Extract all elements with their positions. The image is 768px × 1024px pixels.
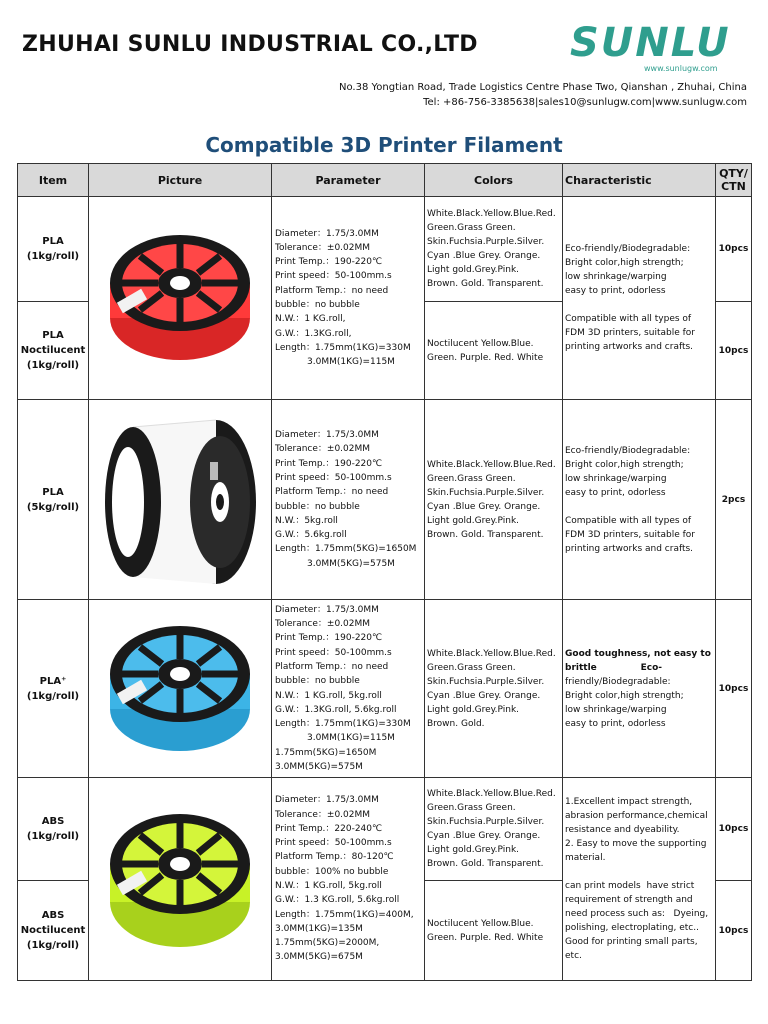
table-header-row	[18, 164, 752, 197]
param-line: Diameter：1.75/3.0MM	[275, 795, 379, 806]
param-line: G.W.：1.3KG.roll, 5.6kg.roll	[275, 704, 397, 715]
col-header-picture: Picture	[89, 164, 272, 197]
item-weight: (1kg/roll)	[26, 251, 80, 262]
table-row	[18, 197, 752, 302]
parameter-cell	[272, 400, 425, 600]
color-line: Cyan .Blue Grey. Orange.	[427, 831, 541, 841]
param-line: Print speed：50-100mm.s	[275, 271, 392, 282]
item-variant: Noctilucent	[20, 345, 86, 356]
table-row	[18, 600, 752, 778]
char-line: Eco-friendly/Biodegradable:	[565, 445, 691, 456]
color-line: Skin.Fuchsia.Purple.Silver.	[427, 676, 545, 687]
col-header-parameter: Parameter	[272, 164, 425, 197]
qty-cell: 10pcs	[716, 881, 752, 981]
spacer	[565, 500, 715, 514]
characteristic-cell	[563, 400, 716, 600]
param-line: Length：1.75mm(1KG)=330M	[275, 719, 411, 730]
char-line: requirement of strength and	[565, 895, 693, 905]
char-line: 1.Excellent impact strength,	[565, 797, 693, 807]
param-line: Print Temp.：220-240℃	[275, 823, 383, 834]
color-line: Skin.Fuchsia.Purple.Silver.	[427, 487, 545, 498]
red-pla-spool-image	[100, 223, 260, 373]
param-line: Print speed：50-100mm.s	[275, 838, 392, 849]
char-line: friendly/Biodegradable:	[565, 676, 671, 687]
color-line: Cyan .Blue Grey. Orange.	[427, 690, 541, 701]
param-line: bubble：no bubble	[275, 676, 360, 687]
item-name: PLA	[42, 486, 64, 498]
colors-cell	[425, 600, 563, 778]
char-line: material.	[565, 853, 606, 863]
param-line: 1.75mm(5KG)=1650M	[275, 747, 377, 758]
char-line: Bright color,high strength;	[565, 690, 684, 701]
param-line: Platform Temp.：no need	[275, 285, 389, 296]
characteristic-cell	[563, 197, 716, 400]
spacer	[565, 865, 715, 879]
picture-cell	[89, 778, 272, 981]
color-line: Cyan .Blue Grey. Orange.	[427, 251, 541, 261]
char-line: low shrinkage/warping	[565, 272, 667, 282]
qty-cell: 10pcs	[716, 600, 752, 778]
param-line: G.W.：1.3KG.roll,	[275, 328, 352, 339]
picture-cell	[89, 197, 272, 400]
param-line: N.W.：1 KG.roll, 5kg.roll	[275, 690, 382, 701]
color-line: Noctilucent Yellow.Blue.	[427, 918, 534, 929]
color-line: Brown. Gold. Transparent.	[427, 859, 544, 869]
item-weight: (1kg/roll)	[26, 690, 80, 702]
param-line: Platform Temp.：80-120℃	[275, 852, 394, 863]
parameter-cell	[272, 197, 425, 400]
page-title: Compatible 3D Printer Filament	[205, 133, 563, 157]
param-line: Diameter：1.75/3.0MM	[275, 430, 379, 441]
param-line: 3.0MM(5KG)=575M	[307, 558, 395, 569]
param-line: G.W.：1.3 KG.roll, 5.6kg.roll	[275, 895, 400, 906]
param-line: bubble：no bubble	[275, 501, 360, 512]
item-cell	[18, 600, 89, 778]
color-line: Light gold.Grey.Pink.	[427, 265, 520, 275]
char-line: Good for printing small parts,	[565, 937, 698, 947]
color-line: White.Black.Yellow.Blue.Red.	[427, 789, 556, 799]
param-line: Diameter：1.75/3.0MM	[275, 604, 379, 615]
char-line: etc.	[565, 951, 582, 961]
yellow-abs-spool-image	[100, 799, 260, 959]
param-line: Print speed：50-100mm.s	[275, 647, 392, 658]
color-line: White.Black.Yellow.Blue.Red.	[427, 209, 556, 219]
char-line: abrasion performance,chemical	[565, 811, 708, 821]
color-line: Brown. Gold. Transparent.	[427, 279, 544, 289]
param-line: 3.0MM(1KG)=115M	[307, 357, 395, 368]
col-header-characteristic: Characteristic	[563, 164, 716, 197]
item-weight: (1kg/roll)	[26, 360, 80, 371]
table-row	[18, 778, 752, 881]
col-header-qty: QTY/ CTN	[716, 164, 752, 197]
param-line: G.W.：5.6kg.roll	[275, 530, 347, 541]
color-line: Green.Grass Green.	[427, 662, 516, 673]
param-line: N.W.：1 KG.roll,	[275, 314, 346, 325]
logo-url: www.sunlugw.com	[644, 64, 718, 73]
spacer	[565, 298, 715, 312]
char-line: easy to print, odorless	[565, 286, 666, 296]
param-line: 3.0MM(1KG)=135M	[275, 923, 363, 934]
char-line: 2. Easy to move the supporting	[565, 839, 707, 849]
color-line: White.Black.Yellow.Blue.Red.	[427, 459, 556, 470]
colors-cell	[425, 302, 563, 400]
param-line: Print speed：50-100mm.s	[275, 472, 392, 483]
table-row	[18, 400, 752, 600]
qty-cell: 2pcs	[716, 400, 752, 600]
char-line: printing artworks and crafts.	[565, 342, 694, 352]
colors-cell	[425, 881, 563, 981]
char-line: easy to print, odorless	[565, 718, 666, 729]
parameter-cell	[272, 778, 425, 981]
company-contact: Tel: +86-756-3385638|sales10@sunlugw.com|www.sunlugw.com	[423, 97, 747, 108]
param-line: bubble：no bubble	[275, 300, 360, 310]
color-line: Brown. Gold. Transparent.	[427, 529, 544, 540]
item-cell	[18, 778, 89, 881]
item-cell	[18, 197, 89, 302]
param-line: Length：1.75mm(1KG)=330M	[275, 342, 411, 353]
item-name: PLA	[42, 330, 64, 341]
picture-cell	[89, 600, 272, 778]
characteristic-cell	[563, 778, 716, 981]
param-line: Length：1.75mm(1KG)=400M,	[275, 909, 414, 920]
color-line: Skin.Fuchsia.Purple.Silver.	[427, 237, 545, 247]
item-cell	[18, 302, 89, 400]
item-cell	[18, 881, 89, 981]
param-line: Print Temp.：190-220℃	[275, 633, 383, 644]
param-line: Print Temp.：190-220℃	[275, 257, 383, 268]
logo-text: SUNLU	[570, 20, 731, 66]
char-line: Bright color,high strength;	[565, 459, 684, 470]
char-line: Good toughness, not easy to	[565, 648, 711, 659]
company-name: ZHUHAI SUNLU INDUSTRIAL CO.,LTD	[22, 32, 478, 57]
colors-cell	[425, 197, 563, 302]
param-line: 1.75mm(5KG)=2000M,	[275, 938, 380, 949]
param-line: Platform Temp.：no need	[275, 487, 389, 498]
color-line: Green.Grass Green.	[427, 473, 516, 484]
parameter-cell	[272, 600, 425, 778]
characteristic-cell	[563, 600, 716, 778]
char-line: Bright color,high strength;	[565, 258, 684, 268]
item-weight: (1kg/roll)	[26, 831, 80, 842]
param-line: Print Temp.：190-220℃	[275, 458, 383, 469]
color-line: Light gold.Grey.Pink.	[427, 704, 520, 715]
char-line: printing artworks and crafts.	[565, 543, 694, 554]
color-line: Green.Grass Green.	[427, 803, 516, 813]
item-variant: Noctilucent	[20, 925, 86, 936]
picture-cell	[89, 400, 272, 600]
color-line: Green. Purple. Red. White	[427, 352, 544, 363]
char-line: easy to print, odorless	[565, 487, 666, 498]
char-line: FDM 3D printers, suitable for	[565, 529, 695, 540]
colors-cell	[425, 400, 563, 600]
item-name: PLA⁺	[39, 675, 67, 687]
param-line: 3.0MM(1KG)=115M	[307, 733, 395, 744]
color-line: Cyan .Blue Grey. Orange.	[427, 501, 541, 512]
item-weight: (1kg/roll)	[26, 940, 80, 951]
blue-pla-plus-spool-image	[100, 614, 260, 764]
color-line: Brown. Gold.	[427, 718, 485, 729]
item-weight: (5kg/roll)	[26, 501, 80, 513]
col-header-item: Item	[18, 164, 89, 197]
char-line: Eco-friendly/Biodegradable:	[565, 244, 691, 254]
param-line: 3.0MM(5KG)=675M	[275, 952, 363, 963]
char-line: FDM 3D printers, suitable for	[565, 328, 695, 338]
param-line: N.W.：1 KG.roll, 5kg.roll	[275, 881, 382, 891]
item-name: PLA	[42, 236, 64, 247]
company-address: No.38 Yongtian Road, Trade Logistics Centre Phase Two, Qianshan , Zhuhai, China	[339, 82, 747, 93]
char-line: can print models have strict	[565, 881, 695, 891]
param-line: N.W.：5kg.roll	[275, 515, 338, 526]
color-line: Light gold.Grey.Pink.	[427, 845, 520, 855]
col-header-colors: Colors	[425, 164, 563, 197]
char-line: brittle Eco-	[565, 662, 663, 673]
color-line: Light gold.Grey.Pink.	[427, 515, 520, 526]
char-line: polishing, electroplating, etc..	[565, 923, 699, 933]
char-line: Compatible with all types of	[565, 314, 692, 324]
param-line: Tolerance：±0.02MM	[275, 809, 371, 820]
color-line: White.Black.Yellow.Blue.Red.	[427, 648, 556, 659]
char-line: resistance and dyeability.	[565, 825, 680, 835]
param-line: Tolerance：±0.02MM	[275, 619, 371, 630]
color-line: Skin.Fuchsia.Purple.Silver.	[427, 817, 545, 827]
colors-cell	[425, 778, 563, 881]
char-line: Compatible with all types of	[565, 515, 692, 526]
color-line: Green. Purple. Red. White	[427, 932, 544, 943]
qty-cell: 10pcs	[716, 302, 752, 400]
param-line: Length：1.75mm(5KG)=1650M	[275, 544, 417, 555]
color-line: Green.Grass Green.	[427, 223, 516, 233]
char-line: need process such as: Dyeing,	[565, 909, 709, 919]
param-line: bubble：100% no bubble	[275, 866, 389, 877]
qty-cell: 10pcs	[716, 197, 752, 302]
white-pla-spool-image	[98, 407, 263, 592]
item-cell	[18, 400, 89, 600]
item-name: ABS	[41, 910, 65, 921]
filament-table	[17, 163, 752, 981]
char-line: low shrinkage/warping	[565, 473, 667, 484]
param-line: Tolerance：±0.02MM	[275, 444, 371, 455]
param-line: Tolerance：±0.02MM	[275, 242, 371, 253]
item-name: ABS	[41, 816, 65, 827]
param-line: 3.0MM(5KG)=575M	[275, 761, 363, 772]
sunlu-logo	[570, 20, 745, 80]
qty-cell: 10pcs	[716, 778, 752, 881]
param-line: Diameter：1.75/3.0MM	[275, 228, 379, 239]
param-line: Platform Temp.：no need	[275, 661, 389, 672]
color-line: Noctilucent Yellow.Blue.	[427, 338, 534, 349]
char-line: low shrinkage/warping	[565, 704, 667, 715]
